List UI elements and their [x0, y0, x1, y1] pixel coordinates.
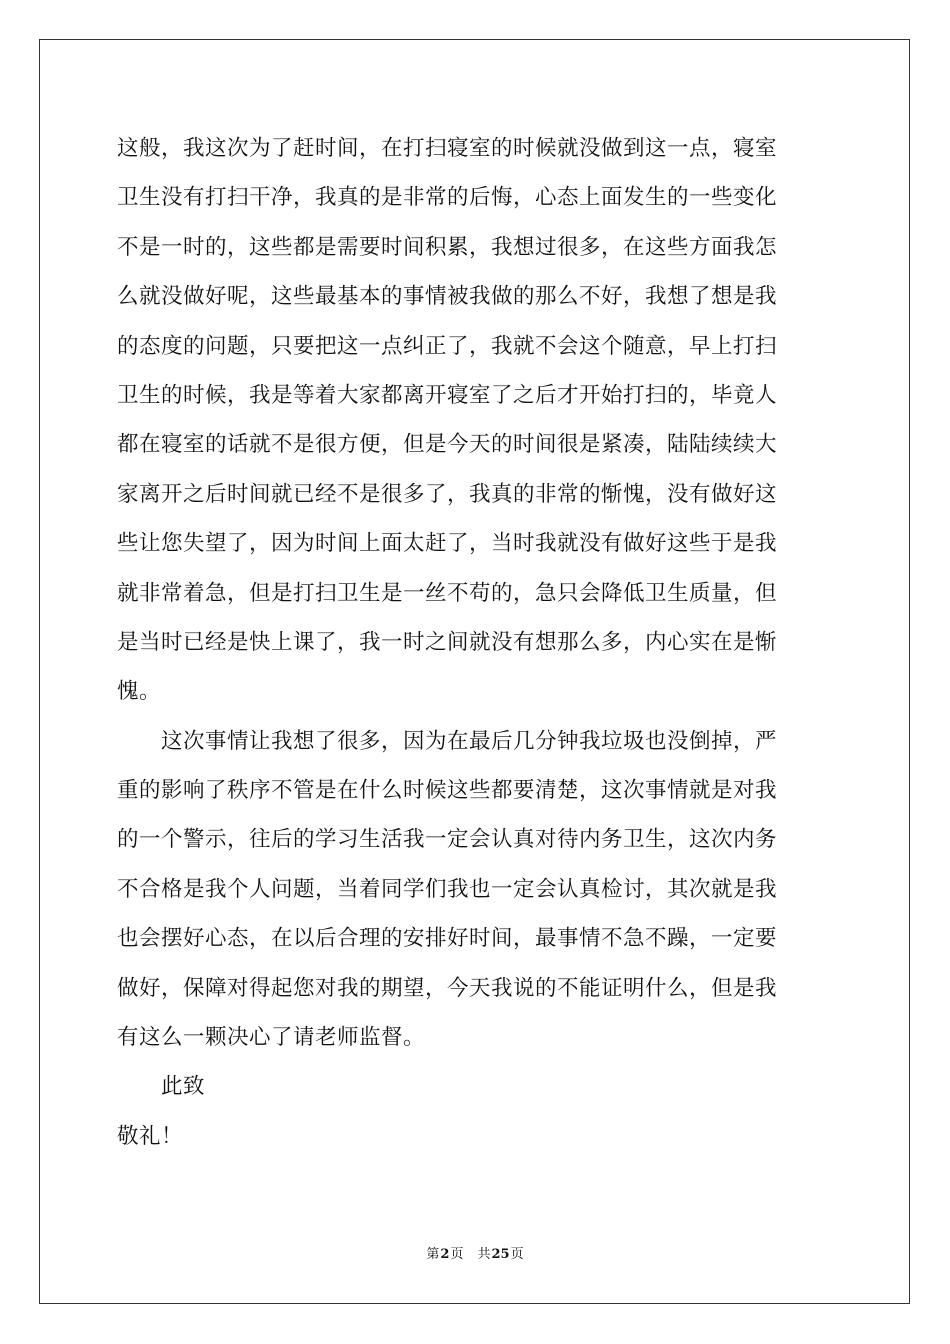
closing-salutation: 此致: [117, 1074, 206, 1100]
text-line: 家离开之后时间就已经不是很多了，我真的非常的惭愧，没有做好这: [117, 481, 778, 507]
text-line: 重的影响了秩序不管是在什么时候这些都要清楚，这次事情就是对我: [117, 778, 778, 804]
text-line: 这次事情让我想了很多，因为在最后几分钟我垃圾也没倒掉，严: [117, 728, 778, 754]
total-prefix: 共: [477, 1247, 491, 1262]
text-line: 就非常着急，但是打扫卫生是一丝不苟的，急只会降低卫生质量，但: [117, 580, 778, 606]
page-suffix: 页: [450, 1247, 464, 1262]
text-line: 不是一时的，这些都是需要时间积累，我想过很多，在这些方面我怎: [117, 234, 778, 260]
text-line: 是当时已经是快上课了，我一时之间就没有想那么多，内心实在是惭: [117, 629, 778, 655]
total-page-count: 25: [491, 1247, 510, 1262]
text-line: 不合格是我个人问题，当着同学们我也一定会认真检讨，其次就是我: [117, 876, 778, 902]
document-body: [117, 124, 835, 1161]
text-line: 做好，保障对得起您对我的期望，今天我说的不能证明什么，但是我: [117, 975, 778, 1001]
text-line: 也会摆好心态，在以后合理的安排好时间，最事情不急不躁，一定要: [117, 926, 778, 952]
text-line: 卫生的时候，我是等着大家都离开寝室了之后才开始打扫的，毕竟人: [117, 382, 778, 408]
text-line: 的一个警示，往后的学习生活我一定会认真对待内务卫生，这次内务: [117, 827, 778, 853]
text-line: 卫生没有打扫干净，我真的是非常的后悔，心态上面发生的一些变化: [117, 185, 778, 211]
closing-regards: 敬礼！: [117, 1123, 184, 1149]
text-line: 都在寝室的话就不是很方便，但是今天的时间很是紧凑，陆陆续续大: [117, 432, 778, 458]
page-prefix: 第: [426, 1247, 440, 1262]
total-suffix: 页: [510, 1247, 524, 1262]
text-line: 些让您失望了，因为时间上面太赶了，当时我就没有做好这些于是我: [117, 531, 778, 557]
text-line: 有这么一颗决心了请老师监督。: [117, 1025, 426, 1051]
text-line: 么就没做好呢，这些最基本的事情被我做的那么不好，我想了想是我: [117, 284, 778, 310]
current-page-number: 2: [440, 1247, 450, 1262]
text-line: 这般，我这次为了赶时间，在打扫寝室的时候就没做到这一点，寝室: [117, 136, 778, 161]
text-line: 愧。: [117, 679, 162, 705]
page-footer: [0, 1246, 950, 1264]
text-line: 的态度的问题，只要把这一点纠正了，我就不会这个随意，早上打扫: [117, 333, 778, 359]
